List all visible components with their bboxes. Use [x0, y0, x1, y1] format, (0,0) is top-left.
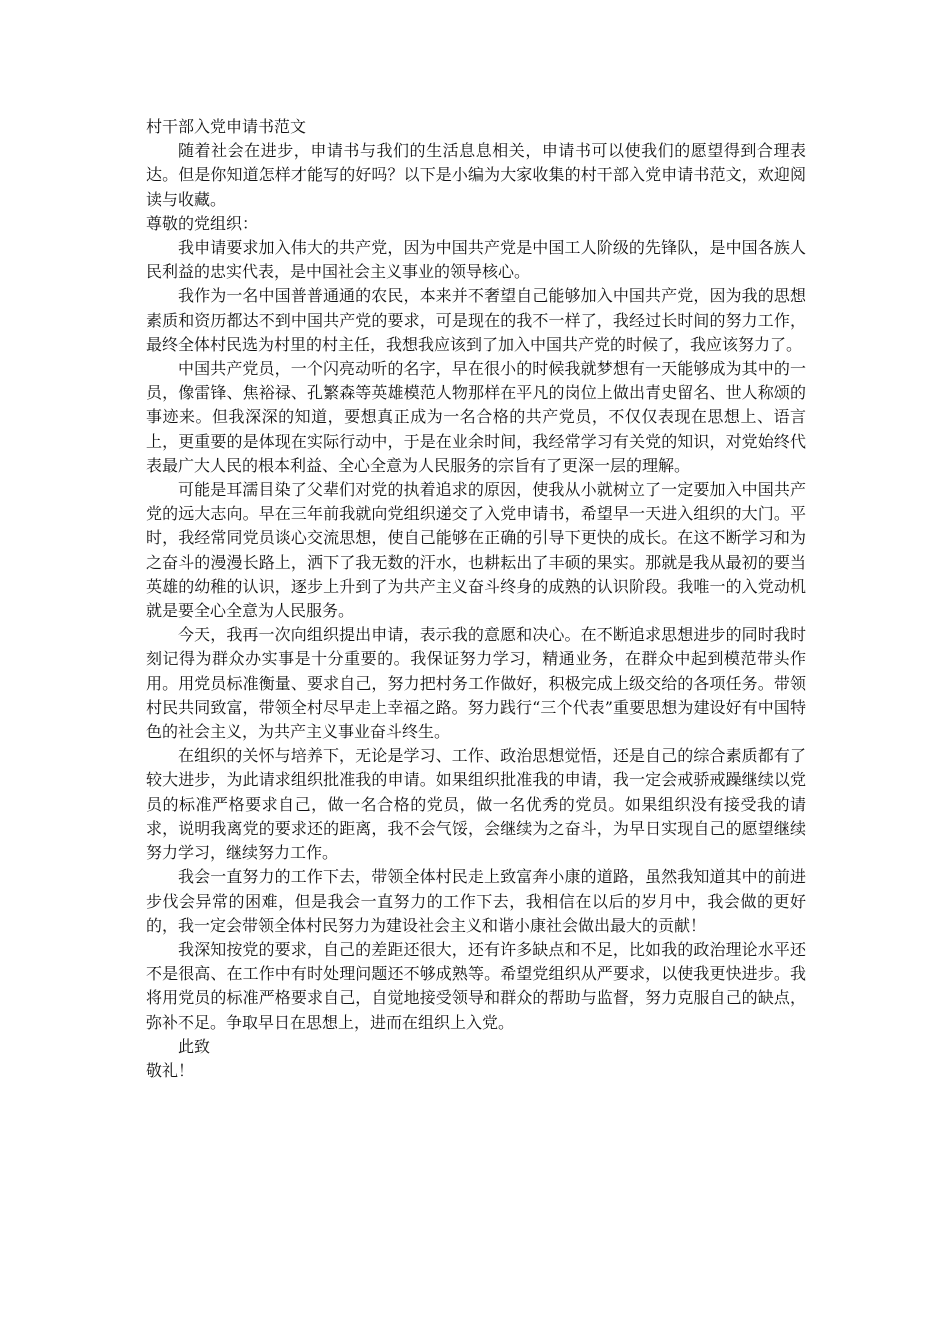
document-title: 村干部入党申请书范文	[146, 117, 307, 136]
regards-line: 敬礼！	[146, 1060, 195, 1080]
body-paragraph: 今天，我再一次向组织提出申请，表示我的意愿和决心。在不断追求思想进步的同时我时刻记得为群众办实事是十分重要的。我保证努力学习，精通业务，在群众中起到模范带头作用。用党员标准衡量、要求自己，努力把村务工作做好，积极完成上级交给的各项任务。带领村民共同致富，带领全村尽早走上幸福之路。努力践行“三个代表”重要思想为建设好有中国特色的社会主义，为共产主义事业奋斗终生。	[146, 625, 806, 742]
body-paragraph: 我作为一名中国普普通通的农民，本来并不奢望自己能够加入中国共产党，因为我的思想素质和资历都达不到中国共产党的要求，可是现在的我不一样了，我经过长时间的努力工作，最终全体村民选为村里的村主任，我想我应该到了加入中国共产党的时候了，我应该努力了。	[146, 286, 806, 354]
body-paragraph: 在组织的关怀与培养下，无论是学习、工作、政治思想觉悟，还是自己的综合素质都有了较大进步，为此请求组织批准我的申请。如果组织批准我的申请，我一定会戒骄戒躁继续以党员的标准严格要求自己，做一名合格的党员，做一名优秀的党员。如果组织没有接受我的请求，说明我离党的要求还的距离，我不会气馁，会继续为之奋斗，为早日实现自己的愿望继续努力学习，继续努力工作。	[146, 746, 806, 863]
document-page	[146, 115, 806, 1083]
closing-line: 此致	[178, 1036, 211, 1056]
salutation: 尊敬的党组织：	[146, 213, 259, 233]
body-paragraph: 我深知按党的要求，自己的差距还很大，还有许多缺点和不足，比如我的政治理论水平还不是很高、在工作中有时处理问题还不够成熟等。希望党组织从严要求，以使我更快进步。我将用党员的标准严格要求自己，自觉地接受领导和群众的帮助与监督，努力克服自己的缺点，弥补不足。争取早日在思想上，进而在组织上入党。	[146, 939, 806, 1032]
body-paragraph: 可能是耳濡目染了父辈们对党的执着追求的原因，使我从小就树立了一定要加入中国共产党的远大志向。早在三年前我就向党组织递交了入党申请书，希望早一天进入组织的大门。平时，我经常同党员谈心交流思想，使自己能够在正确的引导下更快的成长。在这不断学习和为之奋斗的漫漫长路上，洒下了我无数的汗水，也耕耘出了丰硕的果实。那就是我从最初的要当英雄的幼稚的认识，逐步上升到了为共产主义奋斗终身的成熟的认识阶段。我唯一的入党动机就是要全心全意为人民服务。	[146, 480, 806, 621]
body-paragraph: 中国共产党员，一个闪亮动听的名字，早在很小的时候我就梦想有一天能够成为其中的一员，像雷锋、焦裕禄、孔繁森等英雄模范人物那样在平凡的岗位上做出青史留名、世人称颂的事迹来。但我深深的知道，要想真正成为一名合格的共产党员，不仅仅表现在思想上、语言上，更重要的是体现在实际行动中，于是在业余时间，我经常学习有关党的知识，对党始终代表最广大人民的根本利益、全心全意为人民服务的宗旨有了更深一层的理解。	[146, 359, 806, 475]
body-paragraph: 我会一直努力的工作下去，带领全体村民走上致富奔小康的道路，虽然我知道其中的前进步伐会异常的困难，但是我会一直努力的工作下去，我相信在以后的岁月中，我会做的更好的，我一定会带领全体村民努力为建设社会主义和谐小康社会做出最大的贡献！	[146, 867, 806, 935]
body-paragraph: 我申请要求加入伟大的共产党，因为中国共产党是中国工人阶级的先锋队，是中国各族人民利益的忠实代表，是中国社会主义事业的领导核心。	[146, 238, 806, 282]
intro-paragraph: 随着社会在进步，申请书与我们的生活息息相关，申请书可以使我们的愿望得到合理表达。但是你知道怎样才能写的好吗？以下是小编为大家收集的村干部入党申请书范文，欢迎阅读与收藏。	[146, 141, 806, 209]
